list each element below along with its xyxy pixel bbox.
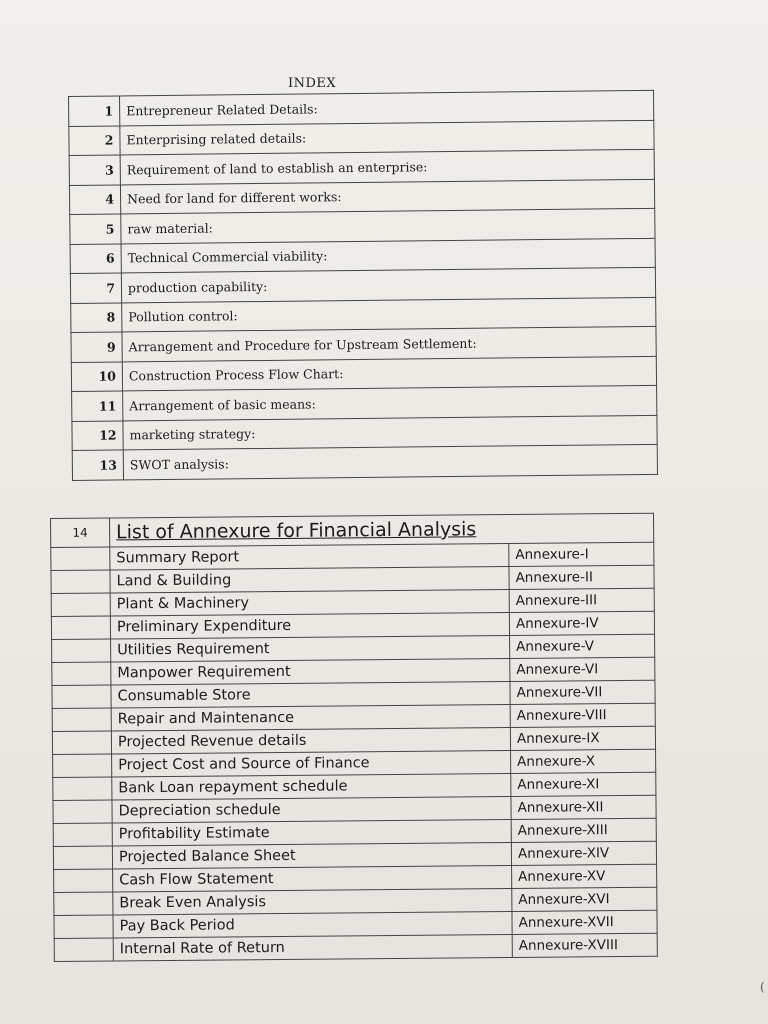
annexure-row-label: Projected Revenue details bbox=[111, 727, 510, 753]
annexure-row-label: Project Cost and Source of Finance bbox=[112, 750, 511, 776]
index-row-label: raw material: bbox=[121, 208, 655, 243]
annexure-row-blank bbox=[52, 662, 111, 686]
annexure-row-blank bbox=[51, 593, 110, 617]
annexure-row-code: Annexure-XI bbox=[511, 772, 656, 796]
index-row-number: 13 bbox=[72, 450, 123, 480]
annexure-row-code: Annexure-VIII bbox=[510, 703, 655, 727]
annexure-row-code: Annexure-XII bbox=[511, 795, 656, 819]
annexure-row-label: Internal Rate of Return bbox=[113, 934, 512, 960]
annexure-row-label: Bank Loan repayment schedule bbox=[112, 773, 511, 799]
annexure-row-code: Annexure-XIII bbox=[511, 818, 656, 842]
annexure-row-label: Preliminary Expenditure bbox=[110, 612, 509, 638]
annexure-row-blank bbox=[51, 547, 110, 571]
index-row-number: 10 bbox=[71, 361, 122, 391]
annexure-row-label: Summary Report bbox=[110, 543, 509, 569]
index-row-label: Entrepreneur Related Details: bbox=[120, 90, 654, 125]
index-row-number: 8 bbox=[71, 302, 122, 332]
annexure-row-code: Annexure-XVIII bbox=[512, 933, 657, 957]
index-table bbox=[68, 90, 658, 481]
index-row-label: Construction Process Flow Chart: bbox=[122, 356, 656, 391]
annexure-row-label: Repair and Maintenance bbox=[111, 704, 510, 730]
index-row-label: marketing strategy: bbox=[123, 415, 657, 450]
annexure-row-blank bbox=[54, 869, 113, 893]
annexure-row-code: Annexure-III bbox=[509, 588, 654, 612]
annexure-row-blank bbox=[53, 754, 112, 778]
index-row-label: Requirement of land to establish an enterprise: bbox=[120, 149, 654, 184]
annexure-row-code: Annexure-V bbox=[510, 634, 655, 658]
page-edge-mark: ( bbox=[760, 980, 765, 994]
annexure-row-label: Land & Building bbox=[110, 566, 509, 592]
annexure-row-blank bbox=[52, 685, 111, 709]
annexure-table bbox=[50, 513, 658, 962]
annexure-row-code: Annexure-I bbox=[509, 542, 654, 566]
index-row-label: Pollution control: bbox=[122, 297, 656, 332]
annexure-row-label: Consumable Store bbox=[111, 681, 510, 707]
annexure-row-label: Manpower Requirement bbox=[111, 658, 510, 684]
annexure-row-blank bbox=[52, 731, 111, 755]
annexure-row-label: Utilities Requirement bbox=[111, 635, 510, 661]
annexure-row-code: Annexure-X bbox=[511, 749, 656, 773]
annexure-row-blank bbox=[54, 938, 113, 962]
annexure-row-code: Annexure-XVII bbox=[512, 910, 657, 934]
annexure-row-label: Break Even Analysis bbox=[113, 888, 512, 914]
annexure-row-code: Annexure-IV bbox=[509, 611, 654, 635]
index-row-number: 6 bbox=[70, 243, 121, 273]
index-row-number: 1 bbox=[69, 96, 120, 126]
annexure-row-label: Plant & Machinery bbox=[110, 589, 509, 615]
index-row-number: 12 bbox=[72, 420, 123, 450]
annexure-section-number: 14 bbox=[51, 518, 110, 548]
annexure-row-blank bbox=[52, 708, 111, 732]
annexure-row-code: Annexure-XVI bbox=[512, 887, 657, 911]
annexure-row-code: Annexure-VII bbox=[510, 680, 655, 704]
annexure-row-code: Annexure-XV bbox=[512, 864, 657, 888]
annexure-row-code: Annexure-VI bbox=[510, 657, 655, 681]
index-row-number: 2 bbox=[69, 125, 120, 155]
index-row bbox=[72, 444, 657, 480]
index-row-label: Arrangement and Procedure for Upstream Settlement: bbox=[122, 326, 656, 361]
annexure-row-code: Annexure-XIV bbox=[511, 841, 656, 865]
index-row-number: 9 bbox=[71, 332, 122, 362]
index-row-label: SWOT analysis: bbox=[123, 444, 657, 479]
annexure-row-blank bbox=[51, 616, 110, 640]
annexure-row-label: Projected Balance Sheet bbox=[112, 842, 511, 868]
annexure-row-blank bbox=[51, 570, 110, 594]
annexure-row-label: Cash Flow Statement bbox=[113, 865, 512, 891]
annexure-row-blank bbox=[53, 846, 112, 870]
annexure-row-code: Annexure-IX bbox=[510, 726, 655, 750]
annexure-row-blank bbox=[54, 915, 113, 939]
index-row-number: 5 bbox=[70, 214, 121, 244]
annexure-row-blank bbox=[54, 892, 113, 916]
annexure-row-blank bbox=[52, 639, 111, 663]
annexure-row bbox=[54, 933, 657, 961]
index-row-number: 4 bbox=[69, 184, 120, 214]
index-row-label: Need for land for different works: bbox=[120, 179, 654, 214]
index-row-number: 3 bbox=[69, 155, 120, 185]
index-row-label: production capability: bbox=[121, 267, 655, 302]
annexure-row-blank bbox=[53, 777, 112, 801]
index-row-label: Arrangement of basic means: bbox=[123, 385, 657, 420]
annexure-row-blank bbox=[53, 800, 112, 824]
index-row-label: Enterprising related details: bbox=[120, 120, 654, 155]
index-row-number: 7 bbox=[70, 273, 121, 303]
annexure-row-blank bbox=[53, 823, 112, 847]
index-row-number: 11 bbox=[72, 391, 123, 421]
annexure-row-code: Annexure-II bbox=[509, 565, 654, 589]
index-title: INDEX bbox=[288, 76, 337, 91]
annexure-row-label: Pay Back Period bbox=[113, 911, 512, 937]
index-row-label: Technical Commercial viability: bbox=[121, 238, 655, 273]
annexure-row-label: Depreciation schedule bbox=[112, 796, 511, 822]
annexure-section-title: List of Annexure for Financial Analysis bbox=[110, 513, 654, 547]
annexure-row-label: Profitability Estimate bbox=[112, 819, 511, 845]
